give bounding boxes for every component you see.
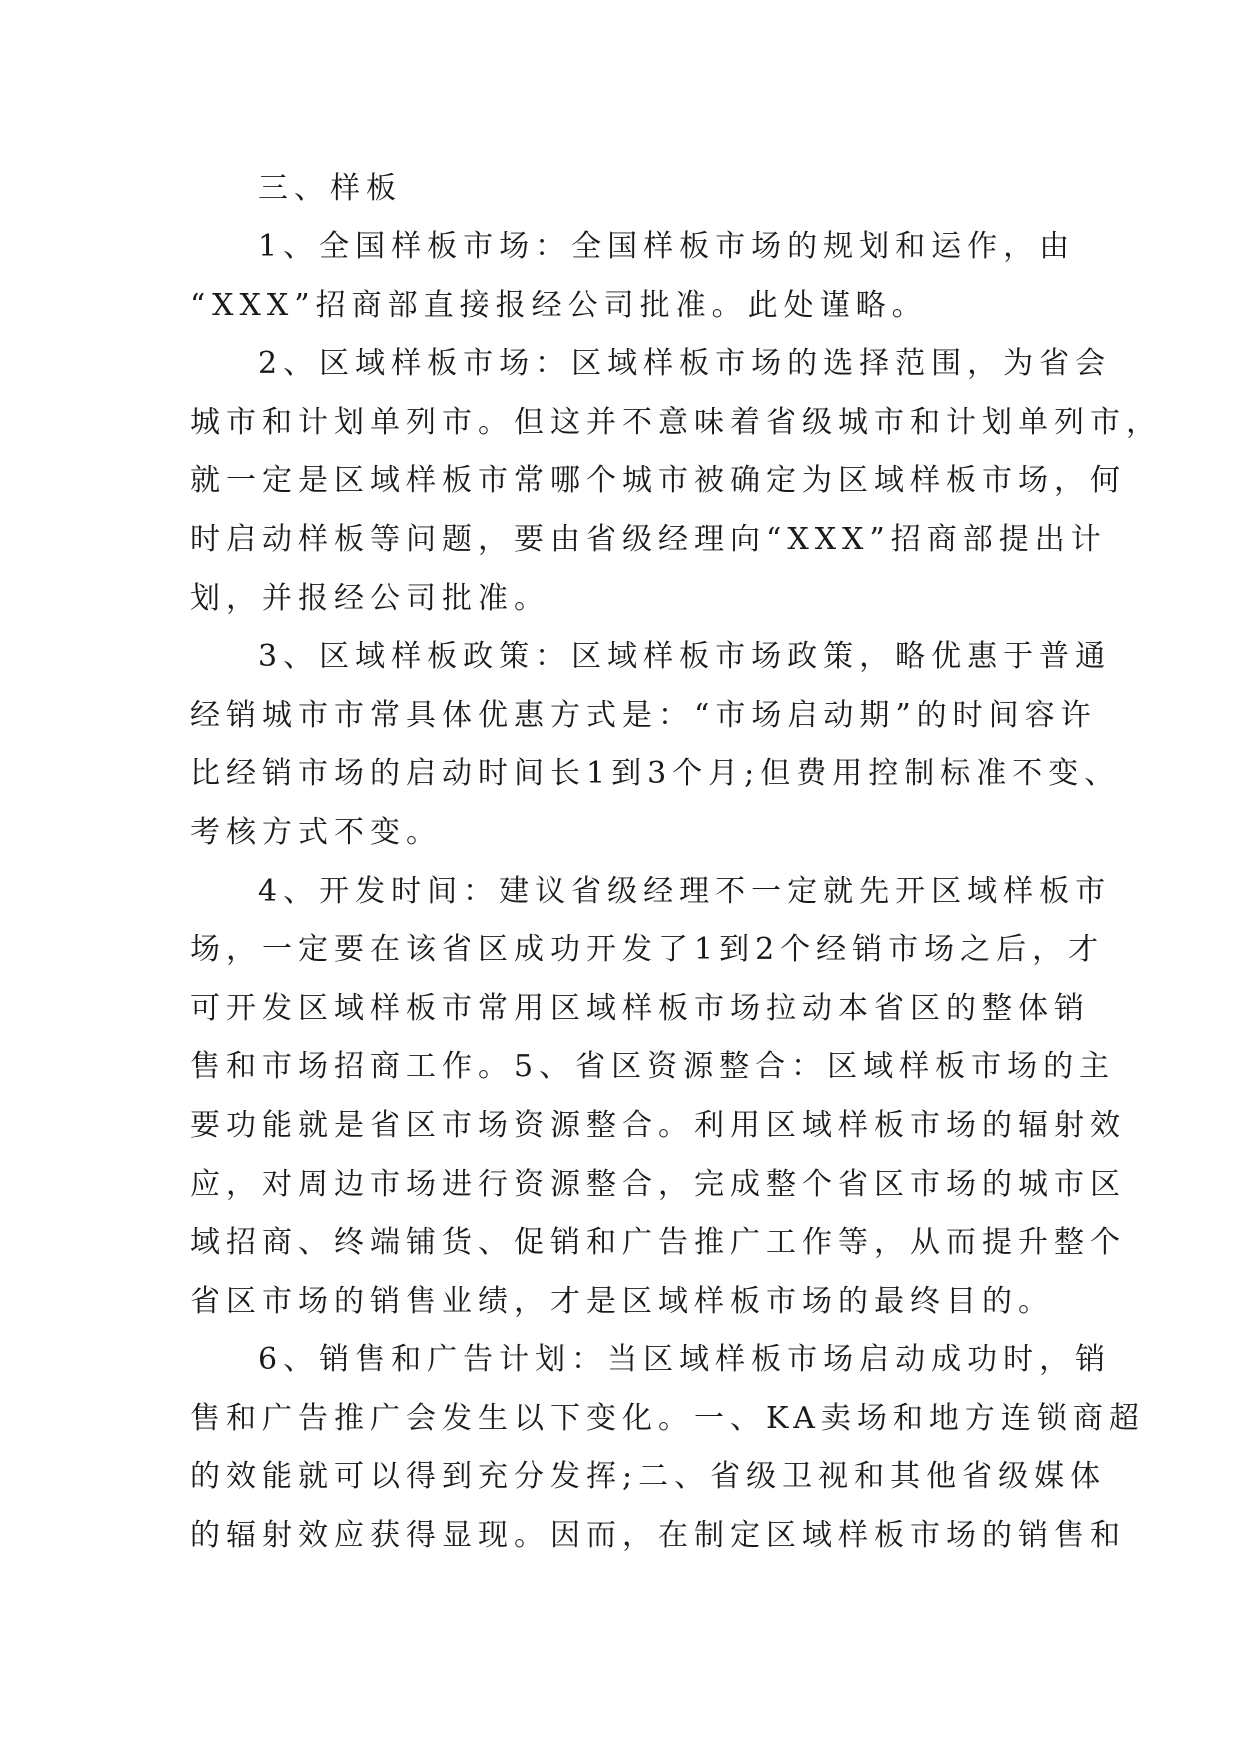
paragraph-line: 要功能就是省区市场资源整合。利用区域样板市场的辐射效 <box>190 1107 1126 1143</box>
paragraph-line: 可开发区域样板市常用区域样板市场拉动本省区的整体销 <box>190 990 1090 1026</box>
paragraph-line: “XXX”招商部直接报经公司批准。此处谨略。 <box>190 287 928 323</box>
paragraph <box>190 1331 1145 1565</box>
paragraph-line: 比经销市场的启动时间长1到3个月;但费用控制标准不变、 <box>190 756 1121 792</box>
paragraph-line: 3、区域样板政策：区域样板市场政策，略优惠于普通 <box>258 639 1112 675</box>
paragraph-line: 4、开发时间：建议省级经理不一定就先开区域样板市 <box>258 873 1112 909</box>
paragraph-line: 就一定是区域样板市常哪个城市被确定为区域样板市场，何 <box>190 463 1126 499</box>
paragraph-line: 城市和计划单列市。但这并不意味着省级城市和计划单列市， <box>190 404 1162 440</box>
paragraph-list <box>190 218 1162 1566</box>
document-body <box>190 160 1162 1566</box>
paragraph-line: 售和市场招商工作。5、省区资源整合：区域样板市场的主 <box>190 1049 1116 1085</box>
paragraph-line: 售和广告推广会发生以下变化。一、KA卖场和地方连锁商超 <box>190 1400 1145 1436</box>
paragraph-line: 经销城市市常具体优惠方式是：“市场启动期”的时间容许 <box>190 697 1097 733</box>
paragraph-line: 的效能就可以得到充分发挥;二、省级卫视和其他省级媒体 <box>190 1459 1107 1495</box>
paragraph-line: 省区市场的销售业绩，才是区域样板市场的最终目的。 <box>190 1283 1054 1319</box>
paragraph-line: 场，一定要在该省区成功开发了1到2个经销市场之后，才 <box>190 932 1105 968</box>
paragraph <box>190 218 1076 335</box>
paragraph-line: 时启动样板等问题，要由省级经理向“XXX”招商部提出计 <box>190 521 1107 557</box>
paragraph-line: 划，并报经公司批准。 <box>190 580 550 616</box>
paragraph-line: 考核方式不变。 <box>190 814 442 850</box>
paragraph-line: 1、全国样板市场：全国样板市场的规划和运作，由 <box>258 229 1076 264</box>
paragraph <box>190 863 1126 1332</box>
section-heading: 三、样板 <box>258 171 402 206</box>
paragraph <box>190 335 1162 628</box>
paragraph-line: 应，对周边市场进行资源整合，完成整个省区市场的城市区 <box>190 1166 1126 1202</box>
paragraph-line: 域招商、终端铺货、促销和广告推广工作等，从而提升整个 <box>190 1225 1126 1261</box>
paragraph <box>190 628 1121 862</box>
paragraph-line: 2、区域样板市场：区域样板市场的选择范围，为省会 <box>258 346 1112 382</box>
paragraph-line: 6、销售和广告计划：当区域样板市场启动成功时，销 <box>258 1342 1112 1378</box>
paragraph-line: 的辐射效应获得显现。因而，在制定区域样板市场的销售和 <box>190 1518 1126 1554</box>
